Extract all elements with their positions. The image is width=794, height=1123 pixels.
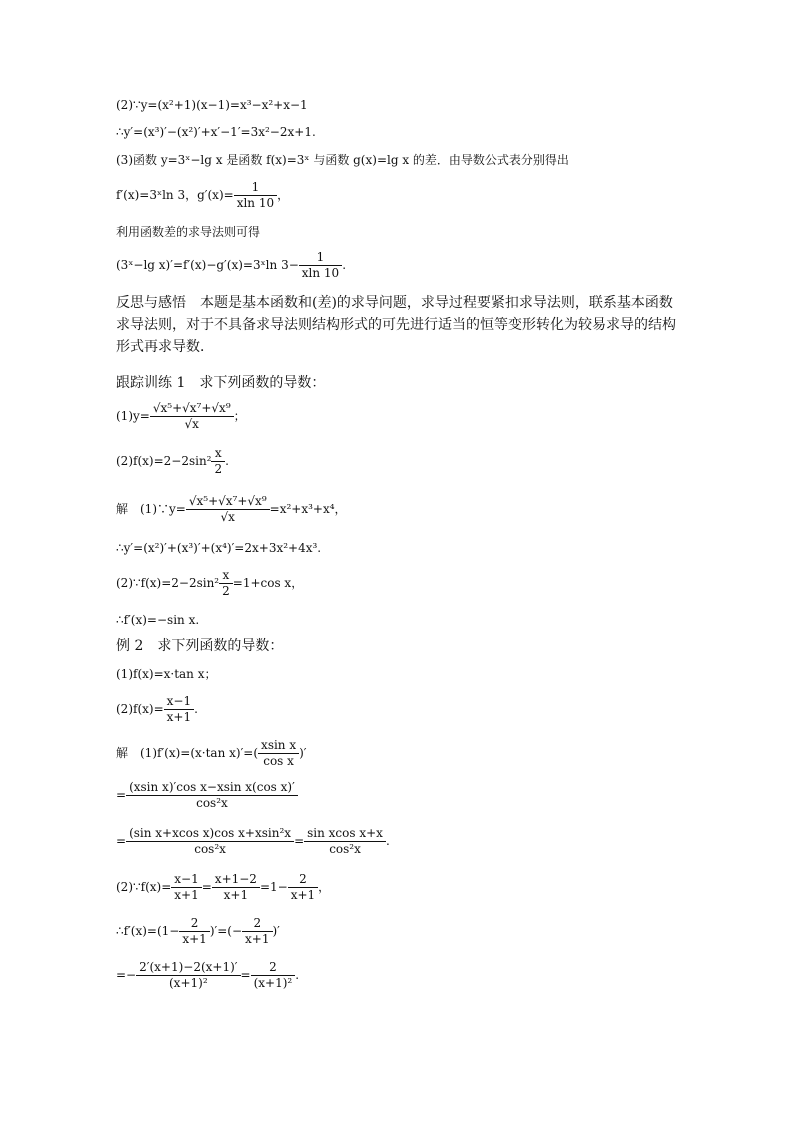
fraction: $\frac{2}{x+1}$	[179, 916, 209, 947]
line-3-statement: (3)函数 y=3ˣ−lg x 是函数 f(x)=3ˣ 与函数 g(x)=lg x 的差．由导数公式表分别得出	[116, 153, 569, 167]
example-2-solution-2-step2: ∴f′(x)=(1− $\frac{2}{x+1}$ )′=(− $\frac{2}{x+1}$ )′	[116, 916, 280, 946]
fraction: $\frac{x+1-2}{x+1}$	[212, 872, 260, 903]
fraction: $\frac{\text{xsin x}}{\text{cos x}}$	[258, 738, 299, 769]
fraction: $\frac{1}{xln 10}$	[299, 250, 342, 281]
example-2-heading: 例 2 求下列函数的导数：	[116, 638, 284, 654]
example-2-q2: (2)f(x)= $\frac{x-1}{x+1}$ .	[116, 694, 198, 724]
line-2-derivative: ∴y′=(x³)′−(x²)′+x′−1′=3x²−2x+1.	[116, 125, 316, 139]
fraction: $\frac{2}{\text{(x+1)²}}$	[251, 960, 296, 991]
line-2-product: (2)∵y=(x²+1)(x−1)=x³−x²+x−1	[116, 98, 308, 112]
track-q1: (1)y= $\frac{\text{√x⁵+√x⁷+√x⁹}}{√x}$ ；	[116, 401, 246, 431]
example-2-solution-1-step3: = $\frac{\text{(sin x+xcos x)cos x+xsin²x}}{\text{cos²x}}$ = $\frac{\text{sin xcos x+x}}{\text{cos²x}}$ .	[116, 826, 390, 856]
example-2-solution-2: (2)∵f(x)= $\frac{x-1}{x+1}$ = $\frac{x+1-2}{x+1}$ =1− $\frac{2}{x+1}$ ，	[116, 872, 331, 902]
example-2-solution-2-step3: =− $\frac{2'(x+1)-2(x+1)'}{\text{(x+1)²}}$ = $\frac{2}{\text{(x+1)²}}$ .	[116, 960, 300, 990]
fraction: $\frac{x-1}{x+1}$	[171, 872, 201, 903]
track-q2: (2)f(x)=2−2sin² $\frac{x}{2}$ .	[116, 446, 229, 476]
fraction: $\frac{2'(x+1)-2(x+1)'}{\text{(x+1)²}}$	[136, 960, 240, 991]
line-difference-rule: 利用函数差的求导法则可得	[116, 225, 261, 239]
fraction: $\frac{2}{x+1}$	[288, 872, 318, 903]
track-solution-2: (2)∵f(x)=2−2sin² $\frac{x}{2}$ =1+cos x，	[116, 568, 304, 598]
fraction: $\frac{\text{sin xcos x+x}}{\text{cos²x}}$	[304, 826, 386, 857]
track-solution-1-derivative: ∴y′=(x²)′+(x³)′+(x⁴)′=2x+3x²+4x³.	[116, 541, 322, 555]
fraction: $\frac{x}{2}$	[211, 446, 225, 477]
line-3-result: (3ˣ−lg x)′=f′(x)−g′(x)=3ˣln 3− $\frac{1}{xln 10}$ .	[116, 250, 347, 280]
example-2-solution-1-step2: = $\frac{\text{(xsin x)′cos x−xsin x(cos x)′}}{\text{cos²x}}$	[116, 780, 298, 811]
example-2-solution-1: 解 (1)f′(x)=(x·tan x)′=( $\frac{\text{xsin x}}{\text{cos x}}$ )′	[116, 738, 307, 768]
fraction: $\frac{2}{x+1}$	[242, 916, 272, 947]
track-training-heading: 跟踪训练 1 求下列函数的导数：	[116, 375, 326, 391]
fraction: $\frac{\text{√x⁵+√x⁷+√x⁹}}{√x}$	[150, 401, 234, 432]
line-3-derivatives: f′(x)=3ˣln 3，g′(x)= $\frac{1}{xln 10}$ ，	[116, 180, 290, 210]
fraction: $\frac{x}{2}$	[219, 568, 233, 599]
fraction: $\frac{\text{(sin x+xcos x)cos x+xsin²x}}{\text{cos²x}}$	[126, 826, 294, 857]
fraction: $\frac{\text{√x⁵+√x⁷+√x⁹}}{√x}$	[186, 494, 270, 525]
example-2-q1: (1)f(x)=x·tan x；	[116, 667, 217, 681]
fraction: $\frac{x-1}{x+1}$	[164, 694, 194, 725]
fraction: $\frac{\text{(xsin x)′cos x−xsin x(cos x)′}}{\text{cos²x}}$	[126, 780, 298, 811]
reflection-paragraph: 反思与感悟 本题是基本函数和(差)的求导问题，求导过程要紧扣求导法则，联系基本函数求导法则，对于不具备求导法则结构形式的可先进行适当的恒等变形转化为较易求导的结构形式再求导数．	[116, 295, 676, 355]
track-solution-2-derivative: ∴f′(x)=−sin x.	[116, 613, 200, 627]
fraction: $\frac{1}{xln 10}$	[234, 180, 277, 211]
track-solution-1: 解 (1)∵y= $\frac{\text{√x⁵+√x⁷+√x⁹}}{√x}$ =x²+x³+x⁴，	[116, 494, 347, 524]
